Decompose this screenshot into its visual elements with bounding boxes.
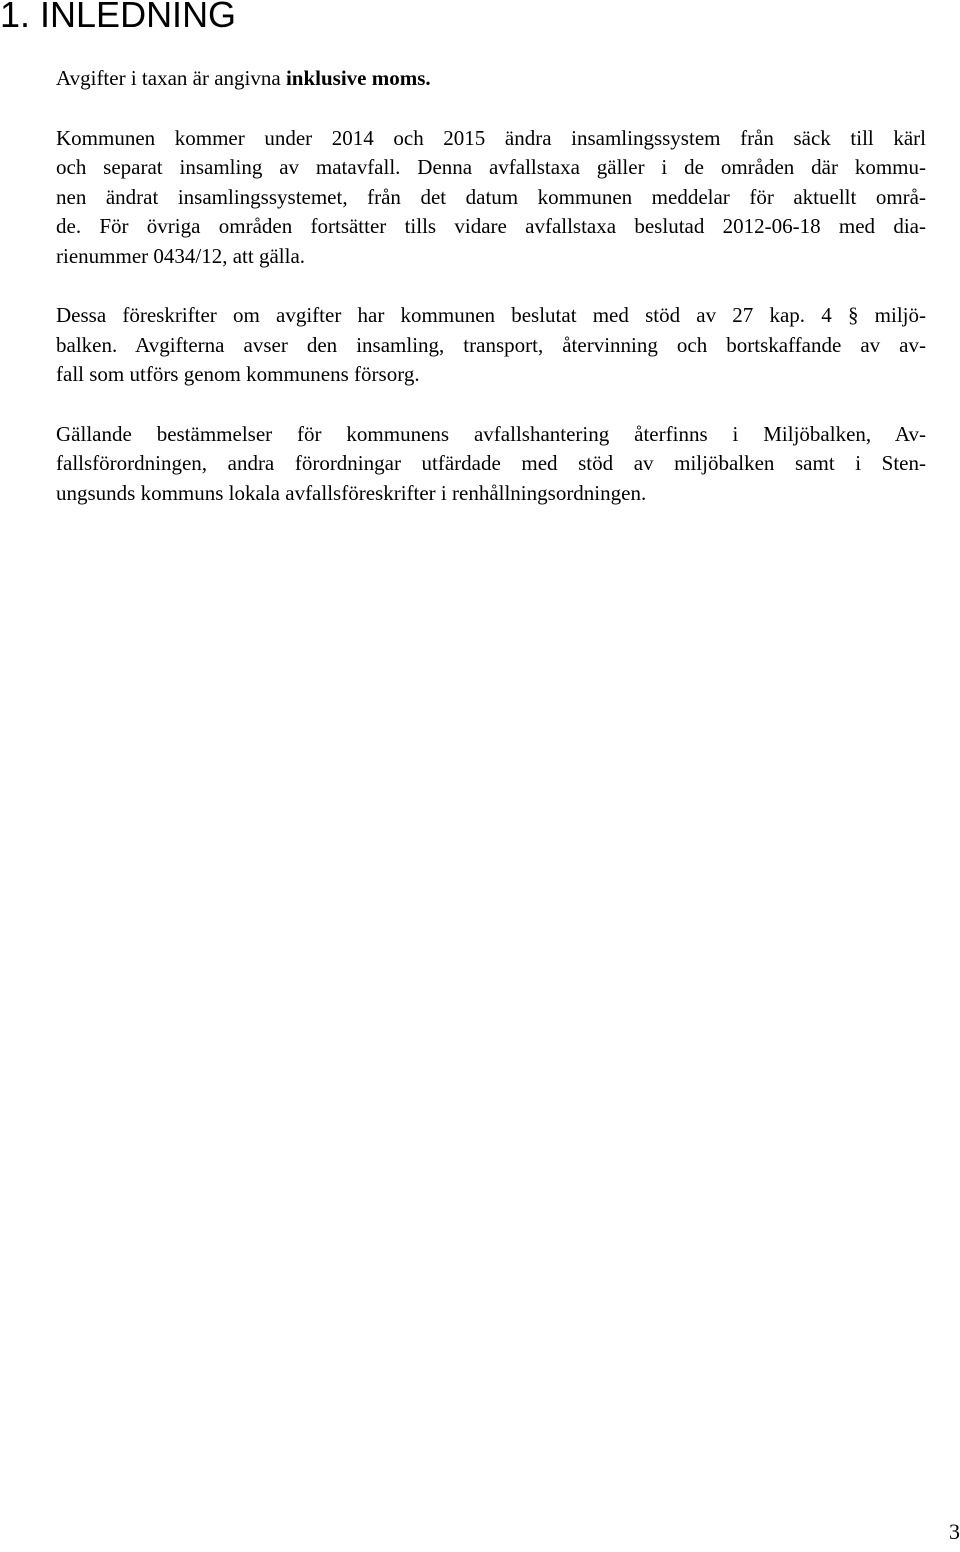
paragraph-line: ungsunds kommuns lokala avfallsföreskrifter i renhållningsordningen. xyxy=(56,480,647,505)
paragraph-line: fallsförordningen, andra förordningar utfärdade med stöd av miljöbalken samt i Sten- xyxy=(56,451,926,475)
section-heading xyxy=(0,0,236,38)
section-title: INLEDNING xyxy=(40,0,237,35)
collection-system-paragraph xyxy=(56,124,926,272)
paragraph-line: rienummer 0434/12, att gälla. xyxy=(56,243,306,268)
paragraph-line: balken. Avgifterna avser den insamling, transport, återvinning och bortskaffande av av- xyxy=(56,332,926,357)
section-number: 1. xyxy=(0,0,31,35)
paragraph-line: och separat insamling av matavfall. Denna avfallstaxa gäller i de områden där kommu- xyxy=(56,155,926,179)
paragraph-line: Gällande bestämmelser för kommunens avfallshantering återfinns i Miljöbalken, Av- xyxy=(56,421,926,446)
paragraph-line: Avgifter i taxan är angivna inklusive moms. xyxy=(56,66,431,90)
document-body xyxy=(56,64,926,538)
paragraph-line: fall som utförs genom kommunens försorg. xyxy=(56,362,420,386)
legal-basis-paragraph xyxy=(56,301,926,390)
emphasis-text: inklusive moms. xyxy=(285,66,431,90)
page-number: 3 xyxy=(949,1519,960,1544)
paragraph-line: Kommunen kommer under 2014 och 2015 ändra insamlingssystem från säck till kärl xyxy=(56,125,926,150)
section-symbol: § xyxy=(847,303,859,327)
paragraph-line: Dessa föreskrifter om avgifter har kommunen beslutat med stöd av 27 kap. 4 § miljö- xyxy=(56,303,926,327)
paragraph-line: nen ändrat insamlingssystemet, från det datum kommunen meddelar för aktuellt områ- xyxy=(56,184,926,209)
regulations-paragraph xyxy=(56,420,926,509)
vat-paragraph xyxy=(56,64,926,94)
paragraph-line: de. För övriga områden fortsätter tills vidare avfallstaxa beslutad 2012-06-18 med dia- xyxy=(56,214,926,238)
